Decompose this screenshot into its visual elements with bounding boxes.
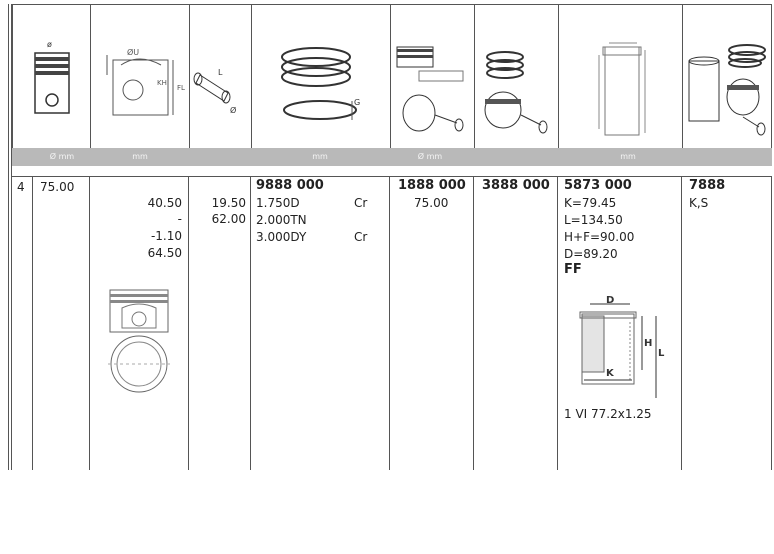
col-divider (32, 176, 33, 470)
svg-text:G: G (354, 98, 361, 107)
pin-value: 62.00 (211, 212, 246, 226)
pin-value: 19.50 (211, 196, 246, 210)
piston-kit-icon (391, 5, 475, 149)
row-top-border (12, 176, 772, 177)
col-divider (681, 176, 682, 470)
kit-diameter: 75.00 (414, 196, 449, 210)
liner-spec: L=134.50 (564, 213, 623, 227)
col-divider (771, 176, 772, 470)
ring-size: 3.000DY (256, 230, 307, 244)
liner-type: FF (564, 262, 582, 277)
rings-header-cell (251, 4, 390, 148)
label-k: K (606, 368, 614, 379)
pin-header-cell (189, 4, 251, 148)
unit-col2: mm (132, 152, 148, 161)
svg-text:L: L (218, 68, 223, 77)
piston-dims-header-cell (90, 4, 189, 148)
cylinder-liner-icon (559, 5, 683, 149)
unit-col7: mm (620, 152, 636, 161)
full-kit-header-cell (682, 4, 772, 148)
svg-text:FL: FL (177, 84, 185, 92)
liner-code: 5873 000 (564, 178, 632, 193)
piston-set-icon (475, 5, 559, 149)
piston-header-cell (12, 4, 90, 148)
svg-text:Ø: Ø (230, 106, 237, 115)
col-divider (89, 176, 90, 470)
piston-drawing-icon (104, 286, 174, 398)
dim-value: 40.50 (147, 196, 182, 210)
qty-cell: 4 (17, 180, 25, 194)
set-code: 3888 000 (482, 178, 550, 193)
label-l: L (658, 348, 665, 359)
liner-ring: 1 VI 77.2x1.25 (564, 407, 652, 421)
svg-text:ØU: ØU (127, 48, 140, 57)
set-header-cell (474, 4, 558, 148)
liner-spec: D=89.20 (564, 247, 618, 261)
dim-value: 64.50 (147, 246, 182, 260)
left-border (8, 4, 9, 470)
full-kit-note: K,S (689, 196, 709, 210)
unit-col1: Ø mm (49, 152, 75, 161)
label-d: D (606, 295, 615, 306)
liner-spec: H+F=90.00 (564, 230, 635, 244)
full-kit-code: 7888 (689, 178, 726, 193)
ring-coat: Cr (354, 196, 368, 210)
col-divider (188, 176, 189, 470)
piston-icon (13, 5, 91, 149)
unit-col5: Ø mm (417, 152, 443, 161)
liner-header-cell (558, 4, 682, 148)
piston-rings-icon (252, 5, 391, 149)
piston-section-icon (91, 5, 190, 149)
col-divider (557, 176, 558, 470)
svg-text:KH: KH (157, 79, 167, 87)
label-h: H (644, 338, 653, 349)
svg-text:ø: ø (47, 40, 52, 49)
liner-drawing-icon (570, 294, 670, 400)
unit-col4: mm (312, 152, 328, 161)
liner-spec: K=79.45 (564, 196, 617, 210)
ring-coat: Cr (354, 230, 368, 244)
full-kit-icon (683, 5, 771, 149)
col-divider (389, 176, 390, 470)
dim-value: - (177, 212, 182, 226)
col-divider (250, 176, 251, 470)
col-divider (473, 176, 474, 470)
ring-size: 2.000TN (256, 213, 307, 227)
kit-header-cell (390, 4, 474, 148)
dim-value: -1.10 (150, 229, 182, 243)
kit-code: 1888 000 (398, 178, 466, 193)
piston-pin-icon (190, 5, 252, 149)
rings-code: 9888 000 (256, 178, 324, 193)
ring-size: 1.750D (256, 196, 300, 210)
diameter-cell: 75.00 (40, 180, 75, 194)
